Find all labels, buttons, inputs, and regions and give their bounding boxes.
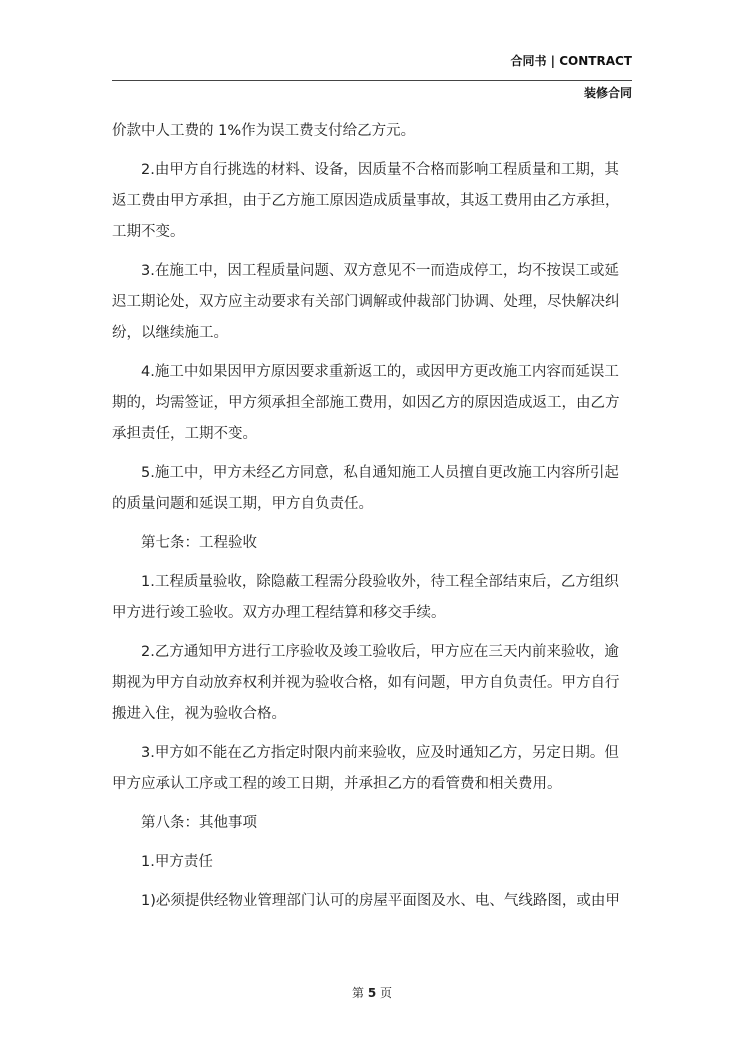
header-divider: [112, 80, 632, 81]
paragraph: 2.乙方通知甲方进行工序验收及竣工验收后，甲方应在三天内前来验收，逾期视为甲方自动放弃权利并视为验收合格，如有问题，甲方自负责任。甲方自行搬进入住，视为验收合格。: [112, 644, 620, 722]
paragraph: 5.施工中，甲方未经乙方同意，私自通知施工人员擅自更改施工内容所引起的质量问题和延误工期，甲方自负责任。: [112, 465, 619, 512]
paragraph: 3.甲方如不能在乙方指定时限内前来验收，应及时通知乙方，另定日期。但甲方应承认工序或工程的竣工日期，并承担乙方的看管费和相关费用。: [112, 745, 619, 792]
header-subtitle: 装修合同: [583, 86, 632, 100]
paragraph: 3.在施工中，因工程质量问题、双方意见不一而造成停工，均不按误工或延迟工期论处，双方应主动要求有关部门调解或仲裁部门协调、处理，尽快解决纠纷，以继续施工。: [112, 263, 620, 341]
paragraph: 1.工程质量验收，除隐蔽工程需分段验收外，待工程全部结束后，乙方组织甲方进行竣工验收。双方办理工程结算和移交手续。: [112, 574, 619, 621]
paragraph: 价款中人工费的 1%作为误工费支付给乙方元。: [112, 123, 416, 139]
paragraph: 2.由甲方自行挑选的材料、设备，因质量不合格而影响工程质量和工期，其返工费由甲方承担，由于乙方施工原因造成质量事故，其返工费用由乙方承担，工期不变。: [112, 162, 620, 240]
page-footer: [0, 984, 744, 1001]
section-heading: 第七条：工程验收: [141, 535, 257, 551]
paragraph: 4.施工中如果因甲方原因要求重新返工的，或因甲方更改施工内容而延误工期的，均需签证，甲方须承担全部施工费用，如因乙方的原因造成返工，由乙方承担责任，工期不变。: [112, 364, 620, 442]
section-heading: 第八条：其他事项: [141, 815, 257, 831]
header-title: 合同书 | CONTRACT: [510, 54, 632, 68]
paragraph: 1)必须提供经物业管理部门认可的房屋平面图及水、电、气线路图，或由甲: [141, 893, 620, 909]
page-number: 5: [367, 986, 377, 1000]
footer-suffix: 页: [380, 986, 393, 1000]
document-body: [112, 116, 632, 925]
footer-prefix: 第: [351, 986, 364, 1000]
subsection-heading: 1.甲方责任: [141, 854, 213, 870]
